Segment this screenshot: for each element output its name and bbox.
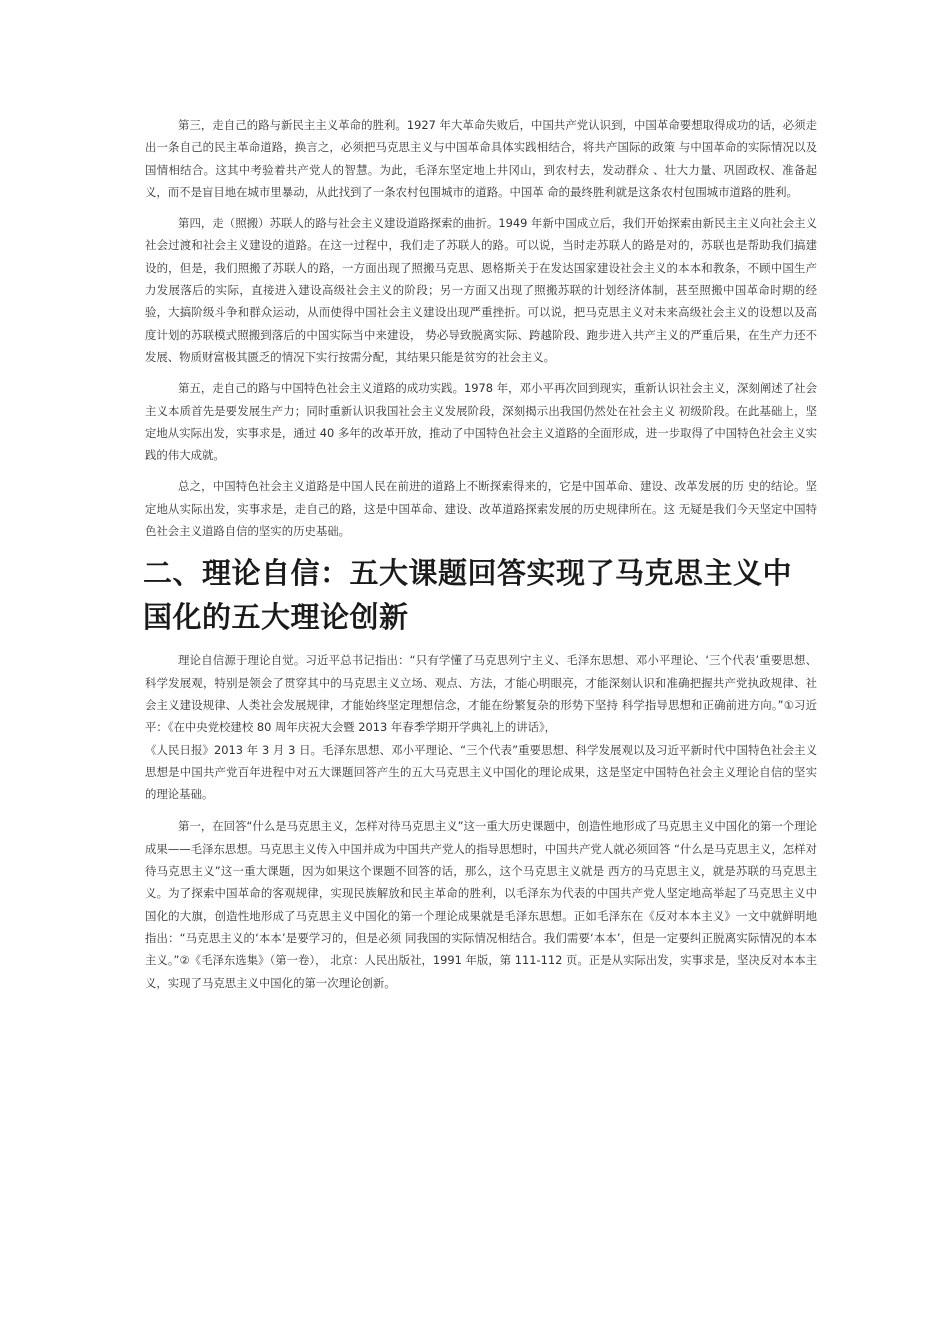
section-heading: 二、理论自信：五大课题回答实现了马克思主义中国化的五大理论创新: [143, 556, 793, 635]
document-page: [145, 114, 817, 1003]
paragraph-theory-intro: 理论自信源于理论自觉。习近平总书记指出：“只有学懂了马克思列宁主义、毛泽东思想、邓小平理论、‘三个代表’重要思想、科学发展观，特别是领会了贯穿其中的马克思主义立场、观点、方法，才能心明眼亮，才能深刻认识和准确把握共产党执政规律、社会主义建设规律、人类社会发展规律，才能始终坚定理想信念，才能在纷繁复杂的形势下坚持 科学指导思想和正确前进方向。”①习近平：《在中央党校建校 80 周年庆祝大会暨 2013 年春季学期开学典礼上的讲话》，: [145, 653, 817, 735]
paragraph-fourth: 第四，走（照搬）苏联人的路与社会主义建设道路探索的曲折。1949 年新中国成立后，我们开始探索由新民主主义向社会主义社会过渡和社会主义建设的道路。在这一过程中，我们走了苏联人的路。可以说，当时走苏联人的路是对的，苏联也是帮助我们搞建设的，但是，我们照搬了苏联人的路，一方面出现了照搬马克思、恩格斯关于在发达国家建设社会主义的本本和教条，不顾中国生产力发展落后的实际，直接进入建设高级社会主义的阶段；另一方面又出现了照搬苏联的计划经济体制，甚至照搬中国革命时期的经验，大搞阶级斗争和群众运动，从而使得中国社会主义建设出现严重挫折。可以说，把马克思主义对未来高级社会主义的设想以及高度计划的苏联模式照搬到落后的中国实际当中来建设， 势必导致脱离实际、跨越阶段、跑步进入共产主义的严重后果，在生产力还不发展、物质财富极其匮乏的情况下实行按需分配，其结果只能是贫穷的社会主义。: [145, 216, 817, 364]
paragraph-fifth: 第五，走自己的路与中国特色社会主义道路的成功实践。1978 年，邓小平再次回到现实，重新认识社会主义，深刻阐述了社会主义本质首先是要发展生产力；同时重新认识我国社会主义发展阶段，深刻揭示出我国仍然处在社会主义 初级阶段。在此基础上，坚定地从实际出发，实事求是，通过 40 多年的改革开放，推动了中国特色社会主义道路的全面形成，进一步取得了中国特色社会主义实践的伟大成就。: [145, 381, 817, 463]
paragraph-third: 第三，走自己的路与新民主主义革命的胜利。1927 年大革命失败后，中国共产党认识到，中国革命要想取得成功的话，必须走出一条自己的民主革命道路，换言之，必须把马克思主义与中国革命具体实践相结合，将共产国际的政策 与中国革命的实际情况以及国情相结合。这其中考验着共产党人的智慧。为此，毛泽东坚定地上井冈山，到农村去，发动群众 、壮大力量、巩固政权、准备起义，而不是盲目地在城市里暴动，从此找到了一条农村包围城市的道路。中国革 命的最终胜利就是这条农村包围城市道路的胜利。: [145, 118, 817, 199]
paragraph-first-theory: 第一，在回答“什么是马克思主义，怎样对待马克思主义”这一重大历史课题中，创造性地形成了马克思主义中国化的第一个理论成果——毛泽东思想。马克思主义传入中国并成为中国共产党人的指导思想时，中国共产党人就必须回答 “什么是马克思主义，怎样对待马克思主义”这一重大课题，因为如果这个课题不回答的话，那么，这个马克思主义就是 西方的马克思主义，就是苏联的马克思主义。为了探索中国革命的客观规律，实现民族解放和民主革命的胜利，以毛泽东为代表的中国共产党人坚定地高举起了马克思主义中国化的大旗，创造性地形成了马克思主义中国化的第一个理论成果就是毛泽东思想。正如毛泽东在《反对本本主义》一文中就鲜明地指出：“马克思主义的‘本本’是要学习的，但是必须 同我国的实际情况相结合。我们需要‘本本’，但是一定要纠正脱离实际情况的本本主义。”②《毛泽东选集》（第一卷）， 北京：人民出版社，1991 年版，第 111-112 页。正是从实际出发，实事求是，坚决反对本本主义，实现了马克思主义中国化的第一次理论创新。: [145, 819, 817, 990]
paragraph-theory-cont: 《人民日报》2013 年 3 月 3 日。毛泽东思想、邓小平理论、“三个代表”重要思想、科学发展观以及习近平新时代中国特色社会主义思想是中国共产党百年进程中对五大课题回答产生的五大马克思主义中国化的理论成果，这是坚定中国特色社会主义理论自信的坚实的理论基础。: [145, 742, 817, 802]
paragraph-summary: 总之，中国特色社会主义道路是中国人民在前进的道路上不断探索得来的，它是中国革命、建设、改革发展的历 史的结论。坚定地从实际出发，实事求是，走自己的路，这是中国革命、建设、改革道路探索发展的历史规律所在。这 无疑是我们今天坚定中国特色社会主义道路自信的坚实的历史基础。: [145, 479, 817, 539]
